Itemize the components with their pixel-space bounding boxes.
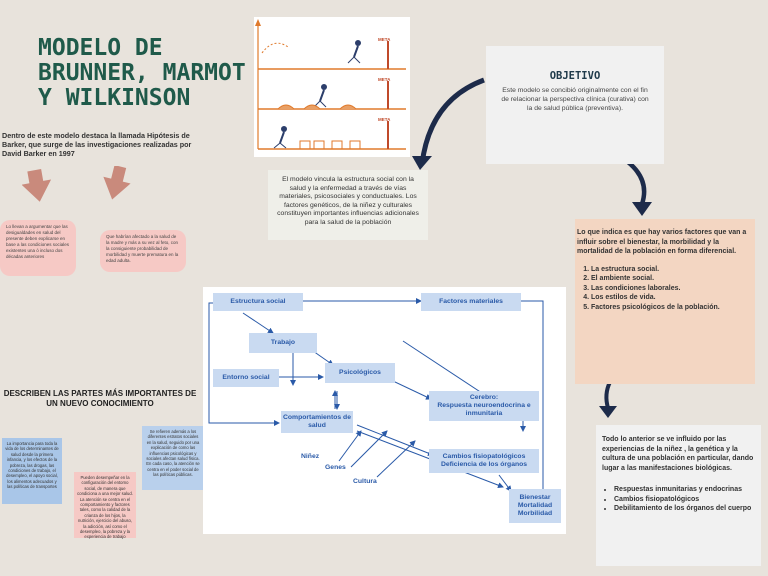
box-comportamientos: Comportamientos de salud: [281, 411, 353, 433]
arrow-down-right-icon: [99, 166, 134, 203]
finish-sign-3: META: [378, 117, 391, 122]
arrow-down-navy-icon: [620, 160, 660, 220]
list-item: 4. Los estilos de vida.: [591, 293, 753, 303]
box-estructura-social: Estructura social: [213, 293, 303, 311]
objetivo-body: Este modelo se concibió originalmente con el fin de relacionar la perspectiva clínica (curativa) con la de salud pública (preventiva).: [501, 87, 649, 112]
finish-sign-2: META: [378, 77, 391, 82]
note-blue-1: La importancia para toda la vida de los determinantes de salud desde la primera infancia, y los efectos de la pobreza, las drogas, las condiciones de trabajo, el desempleo, el apoyo social, los alimentos adecuados y las políticas de transportes: [2, 438, 62, 504]
page-title: MODELO DE BRUNNER, MARMOT Y WILKINSON: [38, 35, 246, 111]
model-description: El modelo vincula la estructura social con la salud y la enfermedad a través de vías materiales, psicosociales y conductuales. Los factores genéticos, de la niñez y culturales constituyen importantes influencias adicionales para la salud de la población: [268, 170, 428, 240]
runner-illustration: [254, 17, 410, 157]
list-item: • Cambios fisiopatológicos: [614, 495, 755, 505]
runner-3-icon: [274, 126, 287, 148]
objetivo-heading: OBJETIVO: [549, 70, 601, 82]
list-item: • Respuestas inmunitarias y endocrinas: [614, 485, 755, 495]
bienestar-label: Bienestar: [519, 494, 551, 501]
cerebro-title: Cerebro:: [469, 394, 499, 401]
list-item: 1. La estructura social.: [591, 265, 753, 275]
label-ninez: Niñez: [301, 453, 320, 460]
list-item: 2. El ambiente social.: [591, 274, 753, 284]
note-blue-2: Se refieren además a los diferentes estratos sociales en la salud, seguido por una explicación de como las influencias psicológicas y sociales afectan salud física. En cada caso, la atención se centra en el poder social de las políticas públicas.: [142, 426, 204, 490]
objetivo-card: [486, 46, 664, 164]
list-item: • Debilitamiento de los órganos del cuerpo: [614, 504, 755, 514]
factores-list: [577, 265, 753, 313]
box-cambios: Cambios fisiopatológicos Deficiencia de los órganos: [429, 449, 539, 473]
runner-1-icon: [348, 40, 361, 63]
cerebro-subtitle: Respuesta neuroendocrina e inmunitaria: [437, 402, 531, 417]
box-entorno-social: Entorno social: [213, 369, 279, 387]
section-heading: DESCRIBEN LAS PARTES MÁS IMPORTANTES DE UN NUEVO CONOCIMIENTO: [3, 389, 197, 408]
todo-card: [596, 425, 761, 566]
intro-text: Dentro de este modelo destaca la llamada Hipótesis de Barker, que surge de las investigaciones realizadas por David Barker en 1997: [2, 131, 192, 158]
mortalidad-label: Mortalidad: [517, 502, 553, 509]
label-genes: Genes: [325, 464, 346, 471]
arrow-down-left-icon: [22, 168, 55, 205]
box-psicologicos: Psicológicos: [325, 363, 395, 383]
box-factores-materiales: Factores materiales: [421, 293, 521, 311]
down-arrows: [22, 166, 142, 212]
morbilidad-label: Morbilidad: [517, 510, 553, 517]
blob-left: Lo llevan a argumentar que las desigualdades en salud del presente deben explicarse en base a las condiciones sociales existentes una ó incluso dos décadas anteriores: [0, 220, 76, 276]
box-bienestar: [509, 489, 561, 523]
factores-intro: Lo que indica es que hay varios factores que van a influir sobre el bienestar, la morbilidad y la mortalidad de la población en forma diferencial.: [577, 229, 747, 255]
box-cerebro: [429, 391, 539, 421]
todo-intro: Todo lo anterior se ve influido por las experiencias de la niñez , la genética y la cultura de una población en particular, dando lugar a las manifestaciones biológicas.: [602, 436, 754, 472]
label-cultura: Cultura: [353, 478, 377, 485]
arrow-curve-icon: [410, 60, 490, 170]
factores-card: [575, 219, 755, 384]
list-item: 3. Las condiciones laborales.: [591, 284, 753, 294]
health-model-diagram: [203, 287, 566, 534]
finish-sign-1: META: [378, 37, 391, 42]
arrow-down-small-icon: [596, 380, 626, 420]
note-pink: Pueden desempeñar en la configuración del entorno social, de manera que condiciona a una mejor salud. La atención se centra en el comportamiento y factores tales, como la calidad de la crianza de los hijos, la nutrición, ejercicio del abuso, la adicción, así como el desempleo, la pobreza y la experiencia de trabajo: [74, 472, 136, 538]
box-trabajo: Trabajo: [249, 333, 317, 353]
todo-list: [602, 485, 755, 514]
runner-2-icon: [314, 84, 327, 107]
list-item: 5. Factores psicológicos de la población.: [591, 303, 753, 313]
blob-right: Que habrían afectado a la salud de la madre y más a su vez al feto, con la consiguiente probabilidad de morbilidad y muerte prematura en la edad adulta.: [100, 230, 186, 272]
